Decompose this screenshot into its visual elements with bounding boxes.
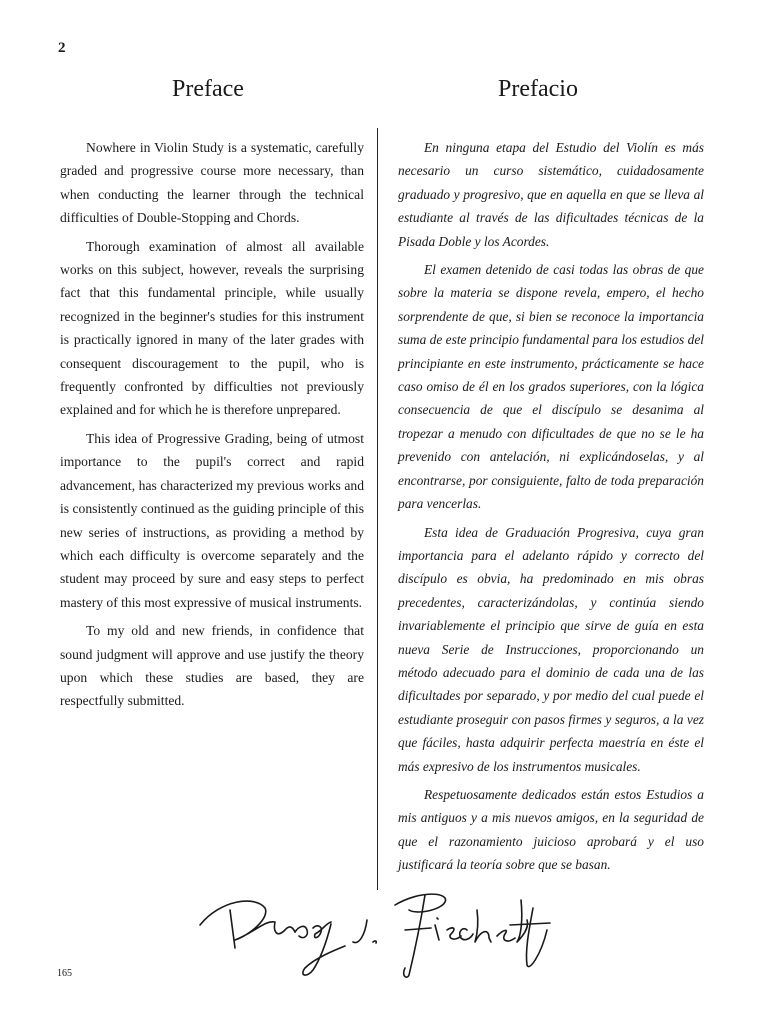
english-title: Preface (172, 76, 244, 102)
english-preface-column (60, 136, 364, 718)
page-number: 2 (58, 40, 66, 56)
spanish-paragraph: En ninguna etapa del Estudio del Violín es más necesario un curso sistemático, cuidadosamente graduado y progresivo, que en aquella en que se lleva al estudiante al través de las dificultades técnicas de la Pisada Doble y los Acordes. (398, 140, 704, 249)
spanish-paragraph: Respetuosamente dedicados están estos Estudios a mis antiguos y a mis nuevos amigos, en la seguridad de que el razonamiento juicioso aprobará y el uso justificará la teoría sobre que se basan. (398, 786, 704, 873)
plate-number: 165 (57, 968, 72, 979)
english-paragraph: Nowhere in Violin Study is a systematic, carefully graded and progressive course more necessary, than when conducting the learner through the technical difficulties of Double-Stopping and Chords. (60, 140, 364, 226)
spanish-paragraph: El examen detenido de casi todas las obras de que sobre la materia se dispone revela, empero, el hecho sorprendente de que, si bien se reconoce la importancia suma de este principio fundamental para los estudios del principiante en este instrumento, prácticamente se hace caso omiso de él en los grados superiores, con la lógica consecuencia de que el discípulo se desanima al tropezar a menudo con dificultades de que no se le ha prevenido con antelación, ni explicándoselas, y al encontrarse, por consiguiente, falto de toda preparación para vencerlas. (398, 262, 704, 512)
spanish-preface-column (398, 136, 704, 882)
spanish-paragraph: Esta idea de Graduación Progresiva, cuya gran importancia para el adelanto rápido y correcto del discípulo es obvia, ha predominado en mis obras precedentes, caracterizándolas, y continúa siendo invariablemente el principio que sirve de guía en esta nueva Serie de Instrucciones, proporcionando un método adecuado para el dominio de cada una de las dificultades por separado, y por medio del cual puede el estudiante proseguir con pasos firmes y seguros, a la vez que fáciles, hasta adquirir perfecta maestría en éste el más expresivo de los instrumentos musicales. (398, 524, 704, 774)
spanish-title: Prefacio (498, 76, 578, 102)
handwritten-signature (195, 880, 565, 980)
english-paragraph: Thorough examination of almost all available works on this subject, however, reveals the surprising fact that this fundamental principle, while usually recognized in the beginner's studies for this instrument is practically ignored in many of the later grades with consequent discouragement to the pupil, who is frequently confronted by difficulties not previously explained and for which he is therefore unprepared. (60, 238, 364, 418)
english-paragraph: To my old and new friends, in confidence that sound judgment will approve and use justify the theory upon which these studies are based, they are respectfully submitted. (60, 623, 364, 709)
column-divider (377, 128, 378, 890)
english-paragraph: This idea of Progressive Grading, being of utmost importance to the pupil's correct and rapid advancement, has characterized my previous works and is consistently continued as the guiding principle of this new series of instructions, as providing a method by which each difficulty is overcome separately and the student may proceed by sure and easy steps to perfect mastery of this most expressive of musical instruments. (60, 430, 364, 610)
